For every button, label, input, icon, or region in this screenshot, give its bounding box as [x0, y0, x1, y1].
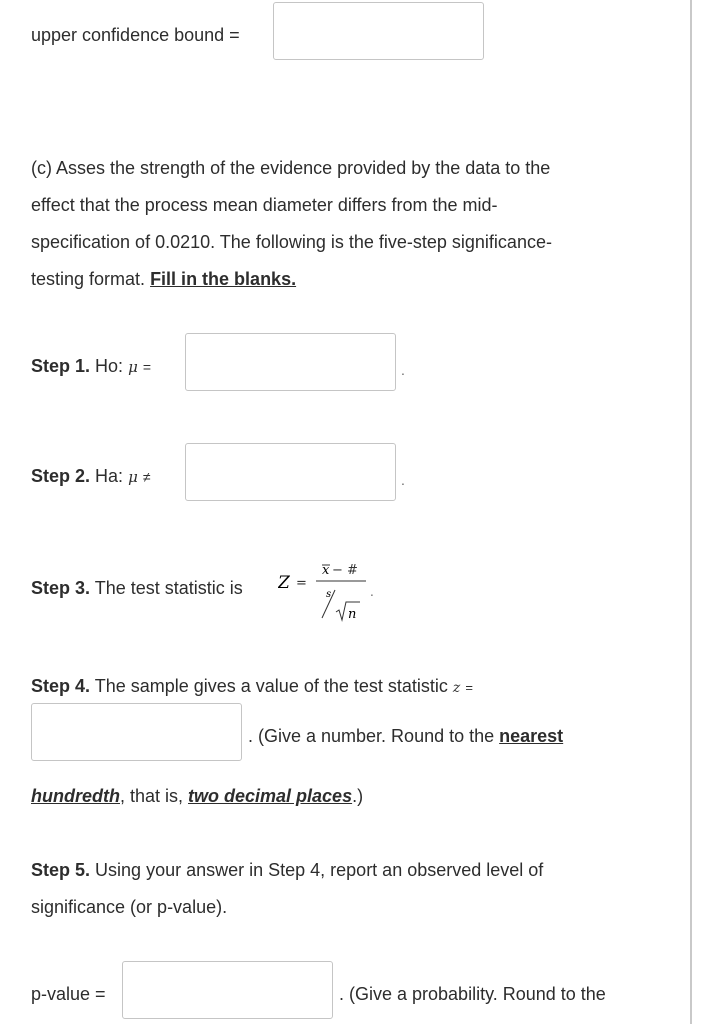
part-c-line1: (c) Asses the strength of the evidence provided by the data to the [31, 158, 551, 178]
step2-text: Ha: [95, 466, 124, 486]
step4-equals: = [465, 680, 473, 695]
step1-title: Step 1. [31, 356, 91, 376]
equals-sign: = [142, 359, 152, 375]
step5-title: Step 5. [31, 860, 91, 880]
step4-hint-nearest: nearest [499, 726, 564, 746]
step4-input-box[interactable] [31, 703, 242, 761]
step3-label [31, 570, 243, 607]
step4-title: Step 4. [31, 676, 91, 696]
step5-label [31, 852, 543, 889]
formula-period: . [370, 585, 374, 599]
mu-symbol: μ [128, 468, 138, 486]
step4-label [31, 668, 473, 707]
step4-hint-mid: , that is, [119, 786, 189, 806]
upper-bound-input[interactable] [274, 3, 483, 59]
step4-hint-line1 [248, 718, 563, 755]
formula-n: n [348, 607, 357, 622]
hundredth-text: hundredth [31, 786, 120, 806]
upper-bound-input-box[interactable] [273, 2, 484, 60]
step3-title: Step 3. [31, 578, 91, 598]
step2-input-box[interactable] [185, 443, 396, 501]
pvalue-label: p-value = [31, 984, 106, 1004]
step4-z: z [452, 680, 461, 696]
formula-xbar: x [322, 563, 330, 578]
step4-hint-end: .) [352, 786, 364, 806]
step5-line2: significance (or p-value). [31, 897, 228, 917]
upper-bound-label: upper confidence bound = [31, 25, 240, 45]
formula-s: s [326, 589, 332, 600]
test-statistic-formula [278, 552, 378, 632]
part-c-line3: specification of 0.0210. The following is the five-step significance- [31, 232, 552, 252]
step1-text: Ho: [95, 356, 124, 376]
step2-title: Step 2. [31, 466, 91, 486]
formula-minus-mu: − # [332, 563, 358, 578]
step5-text: Using your answer in Step 4, report an observed level of [95, 860, 544, 880]
step5-hint: . (Give a probability. Round to the [339, 984, 606, 1004]
step2-input[interactable] [186, 444, 395, 500]
pvalue-input-box[interactable] [122, 961, 333, 1019]
not-equals-sign: ≠ [142, 469, 151, 485]
step3-text: The test statistic is [94, 578, 243, 598]
mu-symbol: μ [128, 358, 138, 376]
step1-input[interactable] [186, 334, 395, 390]
pvalue-input[interactable] [123, 962, 332, 1018]
step4-text: The sample gives a value of the test statistic [94, 676, 448, 696]
formula-z: Z [278, 573, 290, 593]
step4-input[interactable] [32, 704, 241, 760]
step1-label [31, 348, 151, 386]
formula-equals: = [296, 576, 307, 591]
right-border [690, 0, 692, 1024]
part-c-line4 [31, 261, 296, 298]
step2-label [31, 458, 151, 496]
step1-input-box[interactable] [185, 333, 396, 391]
step1-period: . [401, 362, 405, 378]
step4-hint-line2 [31, 778, 363, 815]
fill-in-blanks-text: Fill in the blanks. [150, 269, 297, 289]
step4-hint-prefix: . (Give a number. Round to the [248, 726, 500, 746]
part-c-line2: effect that the process mean diameter differs from the mid- [31, 195, 498, 215]
two-decimal-places-text: two decimal places [188, 786, 353, 806]
step2-period: . [401, 472, 405, 488]
part-c-line4-prefix: testing format. [31, 269, 151, 289]
